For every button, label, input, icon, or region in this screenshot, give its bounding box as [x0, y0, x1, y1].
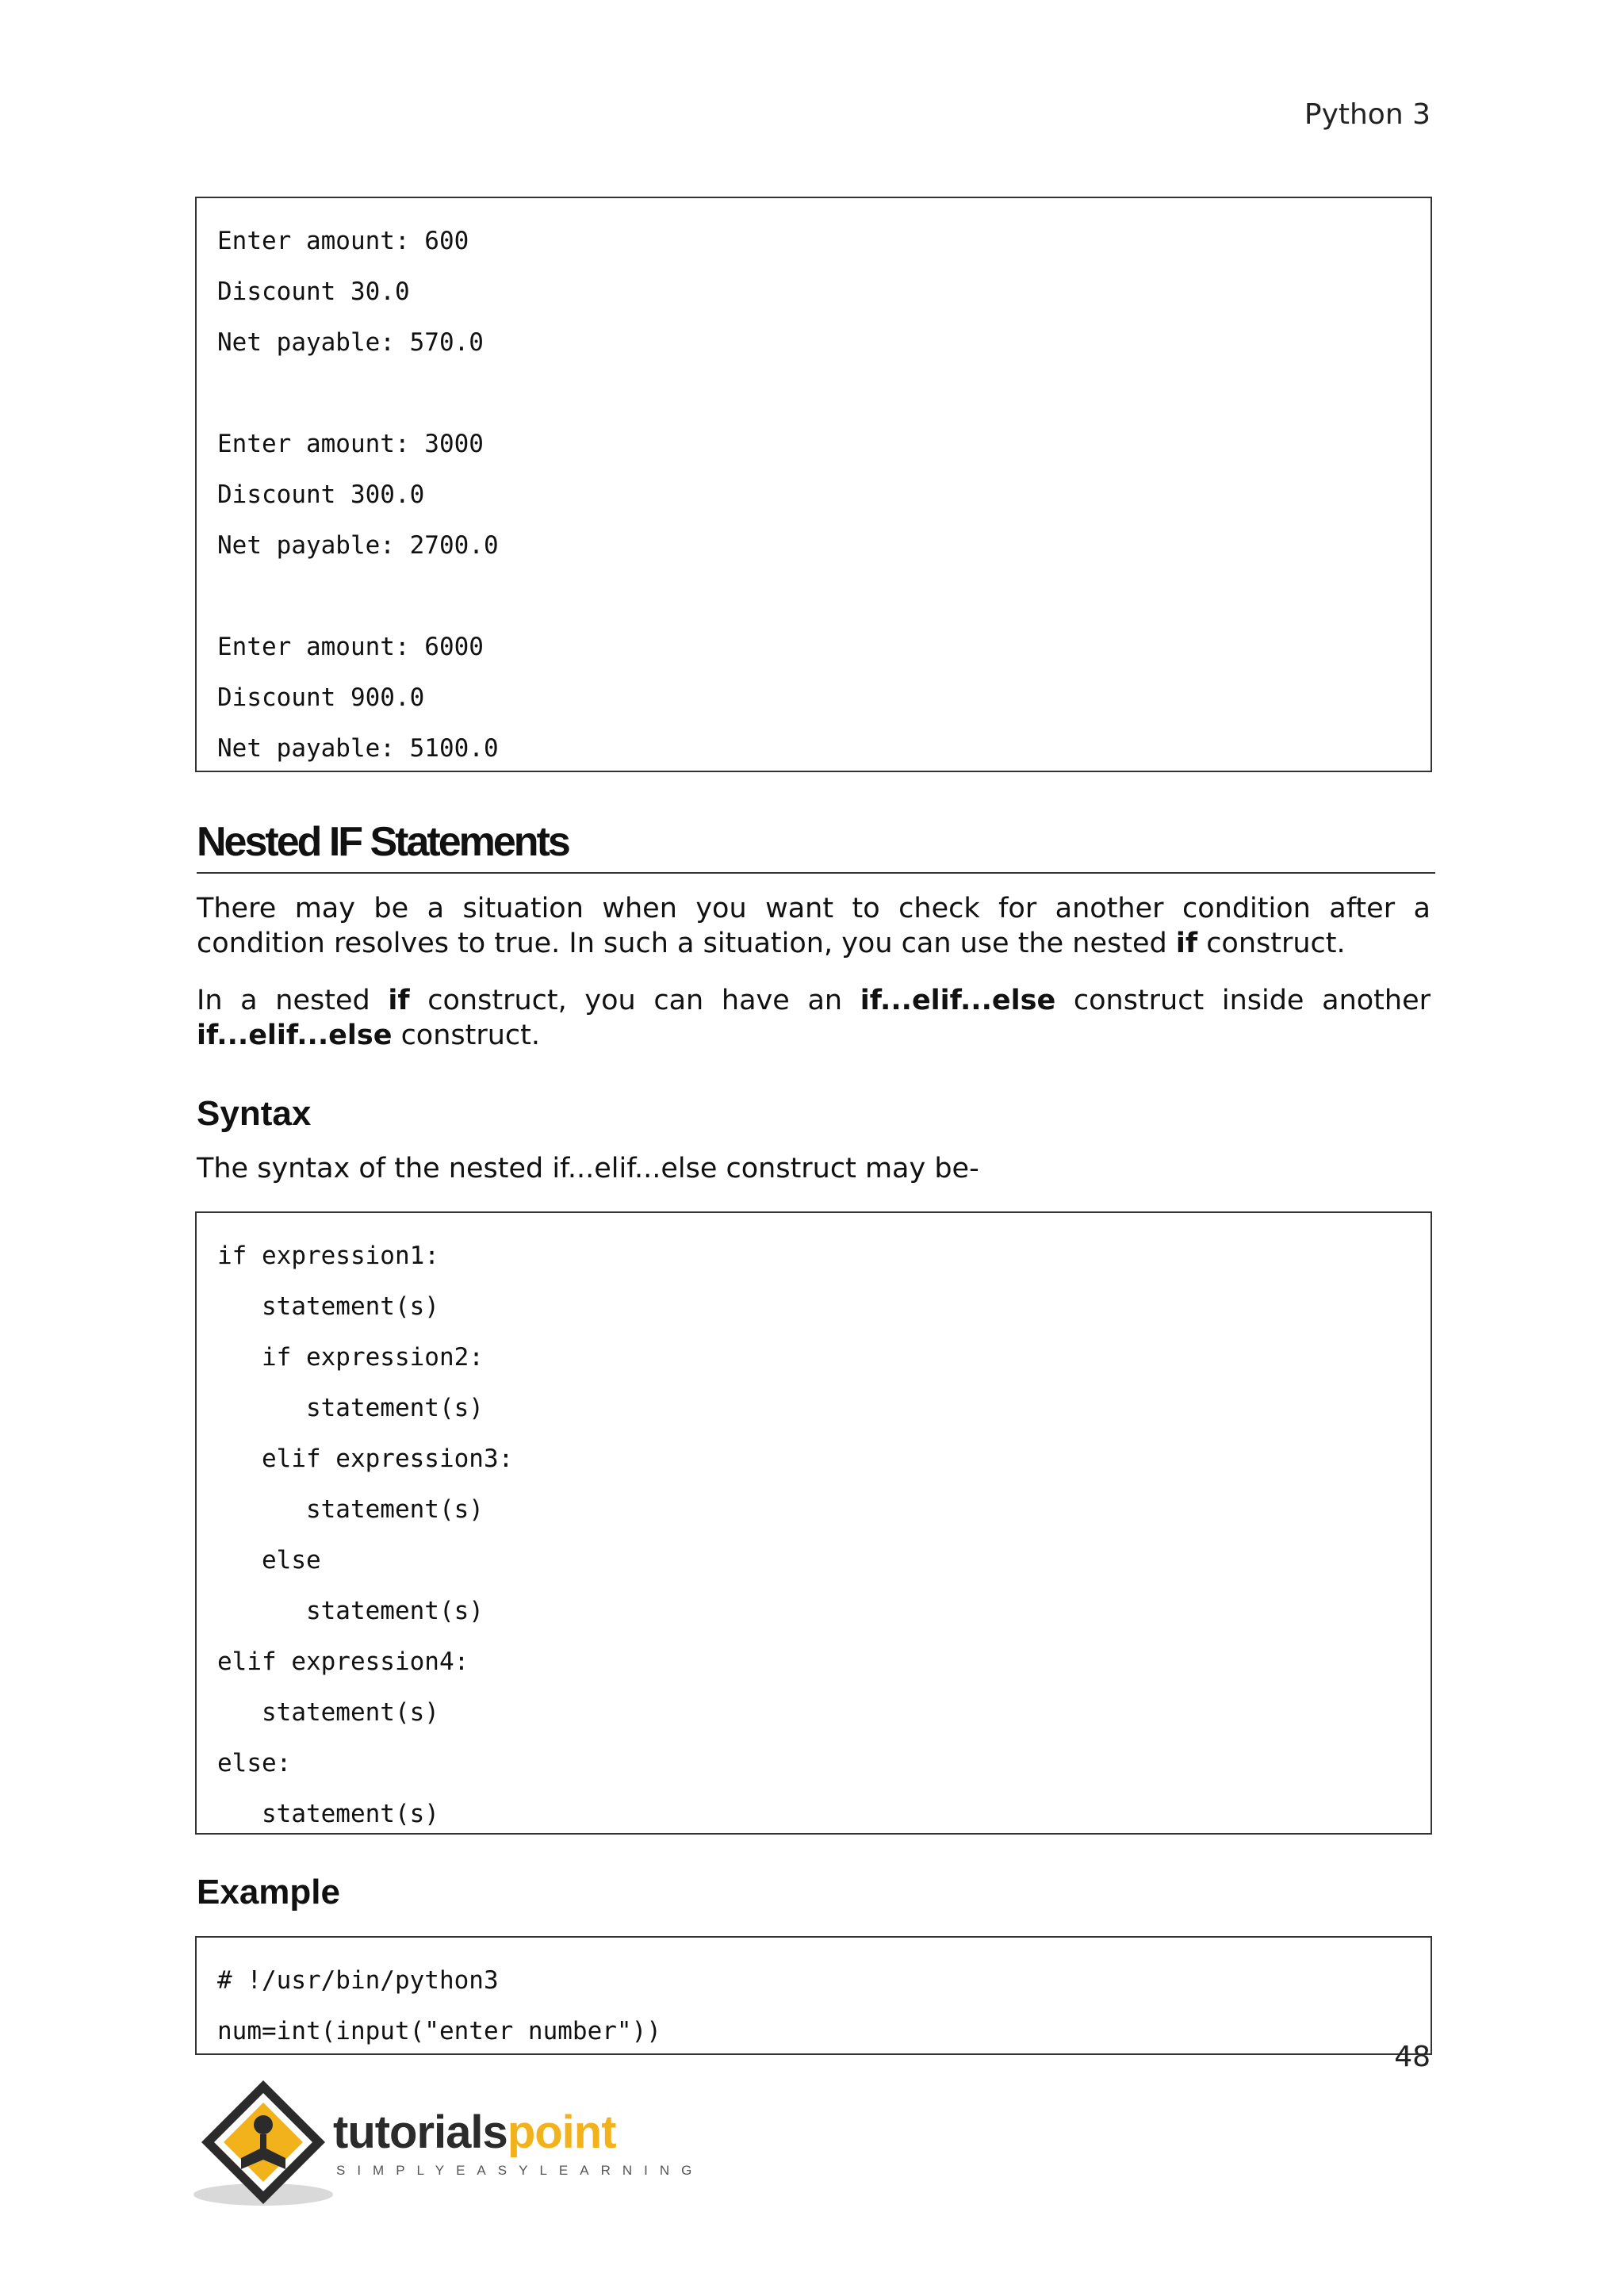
section-heading: Nested IF Statements [197, 817, 1435, 874]
code-line [217, 368, 1410, 419]
logo-emblem-icon [193, 2076, 336, 2210]
code-line: Enter amount: 600 [217, 227, 469, 255]
code-line: statement(s) [217, 1698, 439, 1727]
code-line: # !/usr/bin/python3 [217, 1966, 499, 1995]
syntax-code-box [195, 1211, 1432, 1835]
text-run: construct. [392, 1020, 541, 1051]
syntax-intro: The syntax of the nested if...elif...else construct may be- [197, 1153, 979, 1184]
paragraph-intro [197, 891, 1431, 961]
text-run: construct inside another [1055, 985, 1431, 1016]
code-line: else [217, 1546, 321, 1575]
code-line: if expression1: [217, 1242, 439, 1270]
code-line [217, 571, 1410, 622]
code-line: else: [217, 1749, 292, 1777]
keyword-if: if [388, 985, 410, 1016]
code-line: statement(s) [217, 1495, 484, 1524]
keyword-if-elif-else: if...elif...else [860, 985, 1056, 1016]
syntax-heading: Syntax [197, 1094, 312, 1133]
text-run: construct. [1197, 928, 1346, 959]
code-line: statement(s) [217, 1597, 484, 1625]
tutorialspoint-logo [193, 2076, 704, 2210]
example-code-box [195, 1936, 1432, 2055]
code-line: statement(s) [217, 1292, 439, 1321]
code-line: statement(s) [217, 1800, 439, 1828]
example-heading: Example [197, 1873, 340, 1911]
code-line: Net payable: 570.0 [217, 328, 484, 357]
page-header-title: Python 3 [1304, 98, 1431, 131]
keyword-if: if [1175, 928, 1198, 959]
logo-word-2: point [507, 2107, 616, 2158]
code-line: Net payable: 5100.0 [217, 734, 499, 763]
code-line: Discount 300.0 [217, 480, 425, 509]
paragraph-nested [197, 983, 1431, 1053]
code-line: Enter amount: 6000 [217, 633, 484, 661]
text-run: There may be a situation when you want to check for another condition after a condition resolves to true. In such a situation, you can use the nested [197, 893, 1431, 959]
code-line: Net payable: 2700.0 [217, 531, 499, 560]
code-line: Discount 30.0 [217, 277, 410, 306]
text-run: construct, you can have an [409, 985, 860, 1016]
text-run: In a nested [197, 985, 389, 1016]
code-line: num=int(input("enter number")) [217, 2017, 661, 2045]
logo-wordmark [333, 2109, 616, 2156]
code-line: if expression2: [217, 1343, 484, 1372]
code-line: Discount 900.0 [217, 683, 425, 712]
code-line: elif expression3: [217, 1445, 514, 1473]
keyword-if-elif-else: if...elif...else [197, 1020, 393, 1051]
logo-word-1: tutorials [333, 2107, 508, 2158]
code-line: statement(s) [217, 1394, 484, 1422]
logo-tagline: SIMPLYEASYLEARNING [336, 2163, 704, 2178]
code-line: elif expression4: [217, 1647, 469, 1676]
code-line: Enter amount: 3000 [217, 430, 484, 458]
page-number: 48 [1394, 2041, 1431, 2073]
output-code-box [195, 197, 1432, 772]
